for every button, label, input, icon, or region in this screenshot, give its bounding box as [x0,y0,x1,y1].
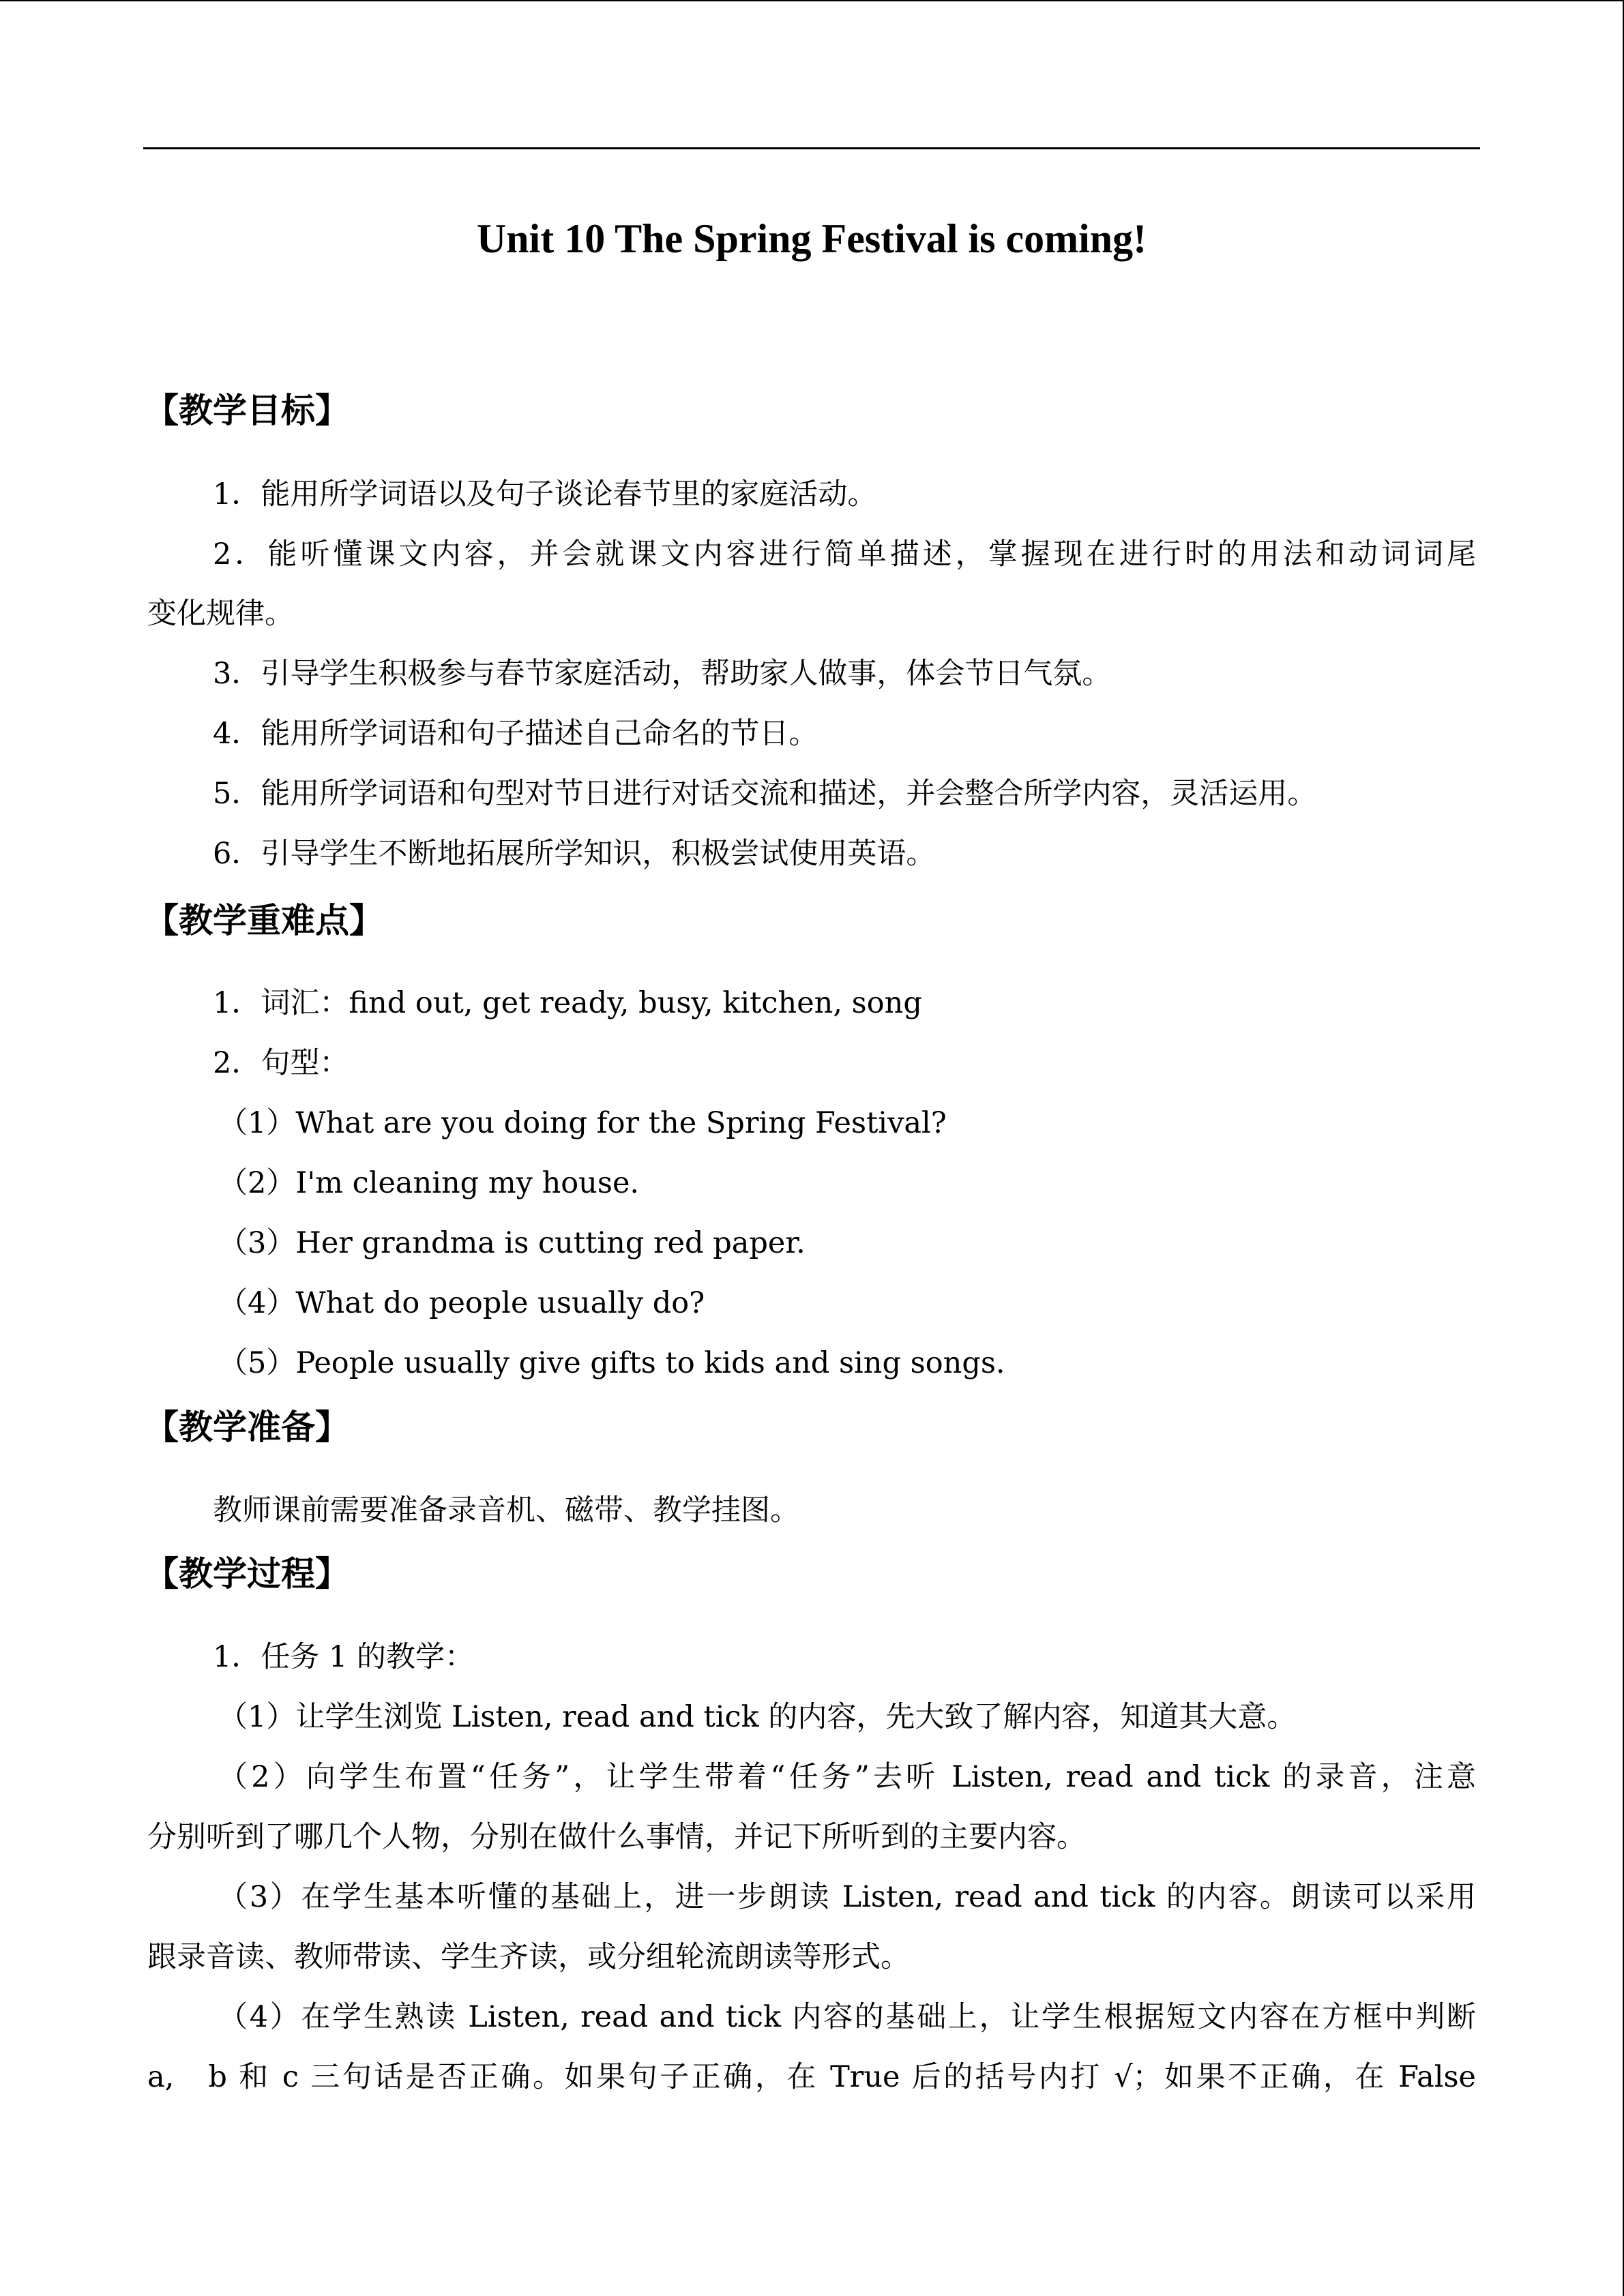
section-heading-process: 【教学过程】 [145,1554,349,1594]
sentence-pattern: （2）I'm cleaning my house. [218,1166,640,1200]
sentence-pattern: （5）People usually give gifts to kids and sing songs. [218,1346,1005,1380]
process-line: （3）在学生基本听懂的基础上，进一步朗读 Listen, read and tick 的内容。朗读可以采用 [218,1880,1476,1914]
process-line: 1．任务 1 的教学： [213,1640,475,1674]
process-line: （4）在学生熟读 Listen, read and tick 内容的基础上，让学生根据短文内容在方框中判断 [218,2000,1476,2034]
sentence-pattern: （1）What are you doing for the Spring Festival? [218,1106,947,1140]
process-line-continuation: 分别听到了哪几个人物，分别在做什么事情，并记下所听到的主要内容。 [147,1820,1086,1854]
sentence-patterns-label: 2．句型： [213,1046,349,1080]
objective-item: 2．能听懂课文内容，并会就课文内容进行简单描述，掌握现在进行时的用法和动词词尾 [213,537,1476,571]
vocabulary-line: 1．词汇：find out, get ready, busy, kitchen, song [213,986,922,1020]
document-title: Unit 10 The Spring Festival is coming! [476,216,1147,261]
section-heading-preparation: 【教学准备】 [145,1407,349,1447]
objective-item: 3．引导学生积极参与春节家庭活动，帮助家人做事，体会节日气氛。 [213,657,1112,691]
objective-item: 4．能用所学词语和句子描述自己命名的节日。 [213,717,818,751]
process-line-continuation: 跟录音读、教师带读、学生齐读，或分组轮流朗读等形式。 [147,1940,910,1974]
sentence-pattern: （4）What do people usually do? [218,1286,705,1320]
preparation-text: 教师课前需要准备录音机、磁带、教学挂图。 [213,1493,799,1527]
header-rule [143,147,1480,149]
process-line: （2）向学生布置“任务”，让学生带着“任务”去听 Listen, read and tick 的录音，注意 [218,1760,1476,1794]
section-heading-objectives: 【教学目标】 [145,391,349,430]
objective-item: 6．引导学生不断地拓展所学知识，积极尝试使用英语。 [213,837,936,871]
objective-item-continuation: 变化规律。 [147,597,294,631]
process-line-continuation: a, b 和 c 三句话是否正确。如果句子正确，在 True 后的括号内打 √；如果不正确，在 False [147,2060,1476,2094]
objective-item: 1．能用所学词语以及句子谈论春节里的家庭活动。 [213,477,877,511]
section-heading-key-points: 【教学重难点】 [145,901,383,940]
process-line: （1）让学生浏览 Listen, read and tick 的内容，先大致了解内容，知道其大意。 [218,1700,1297,1734]
objective-item: 5．能用所学词语和句型对节日进行对话交流和描述，并会整合所学内容，灵活运用。 [213,777,1317,811]
sentence-pattern: （3）Her grandma is cutting red paper. [218,1226,806,1260]
